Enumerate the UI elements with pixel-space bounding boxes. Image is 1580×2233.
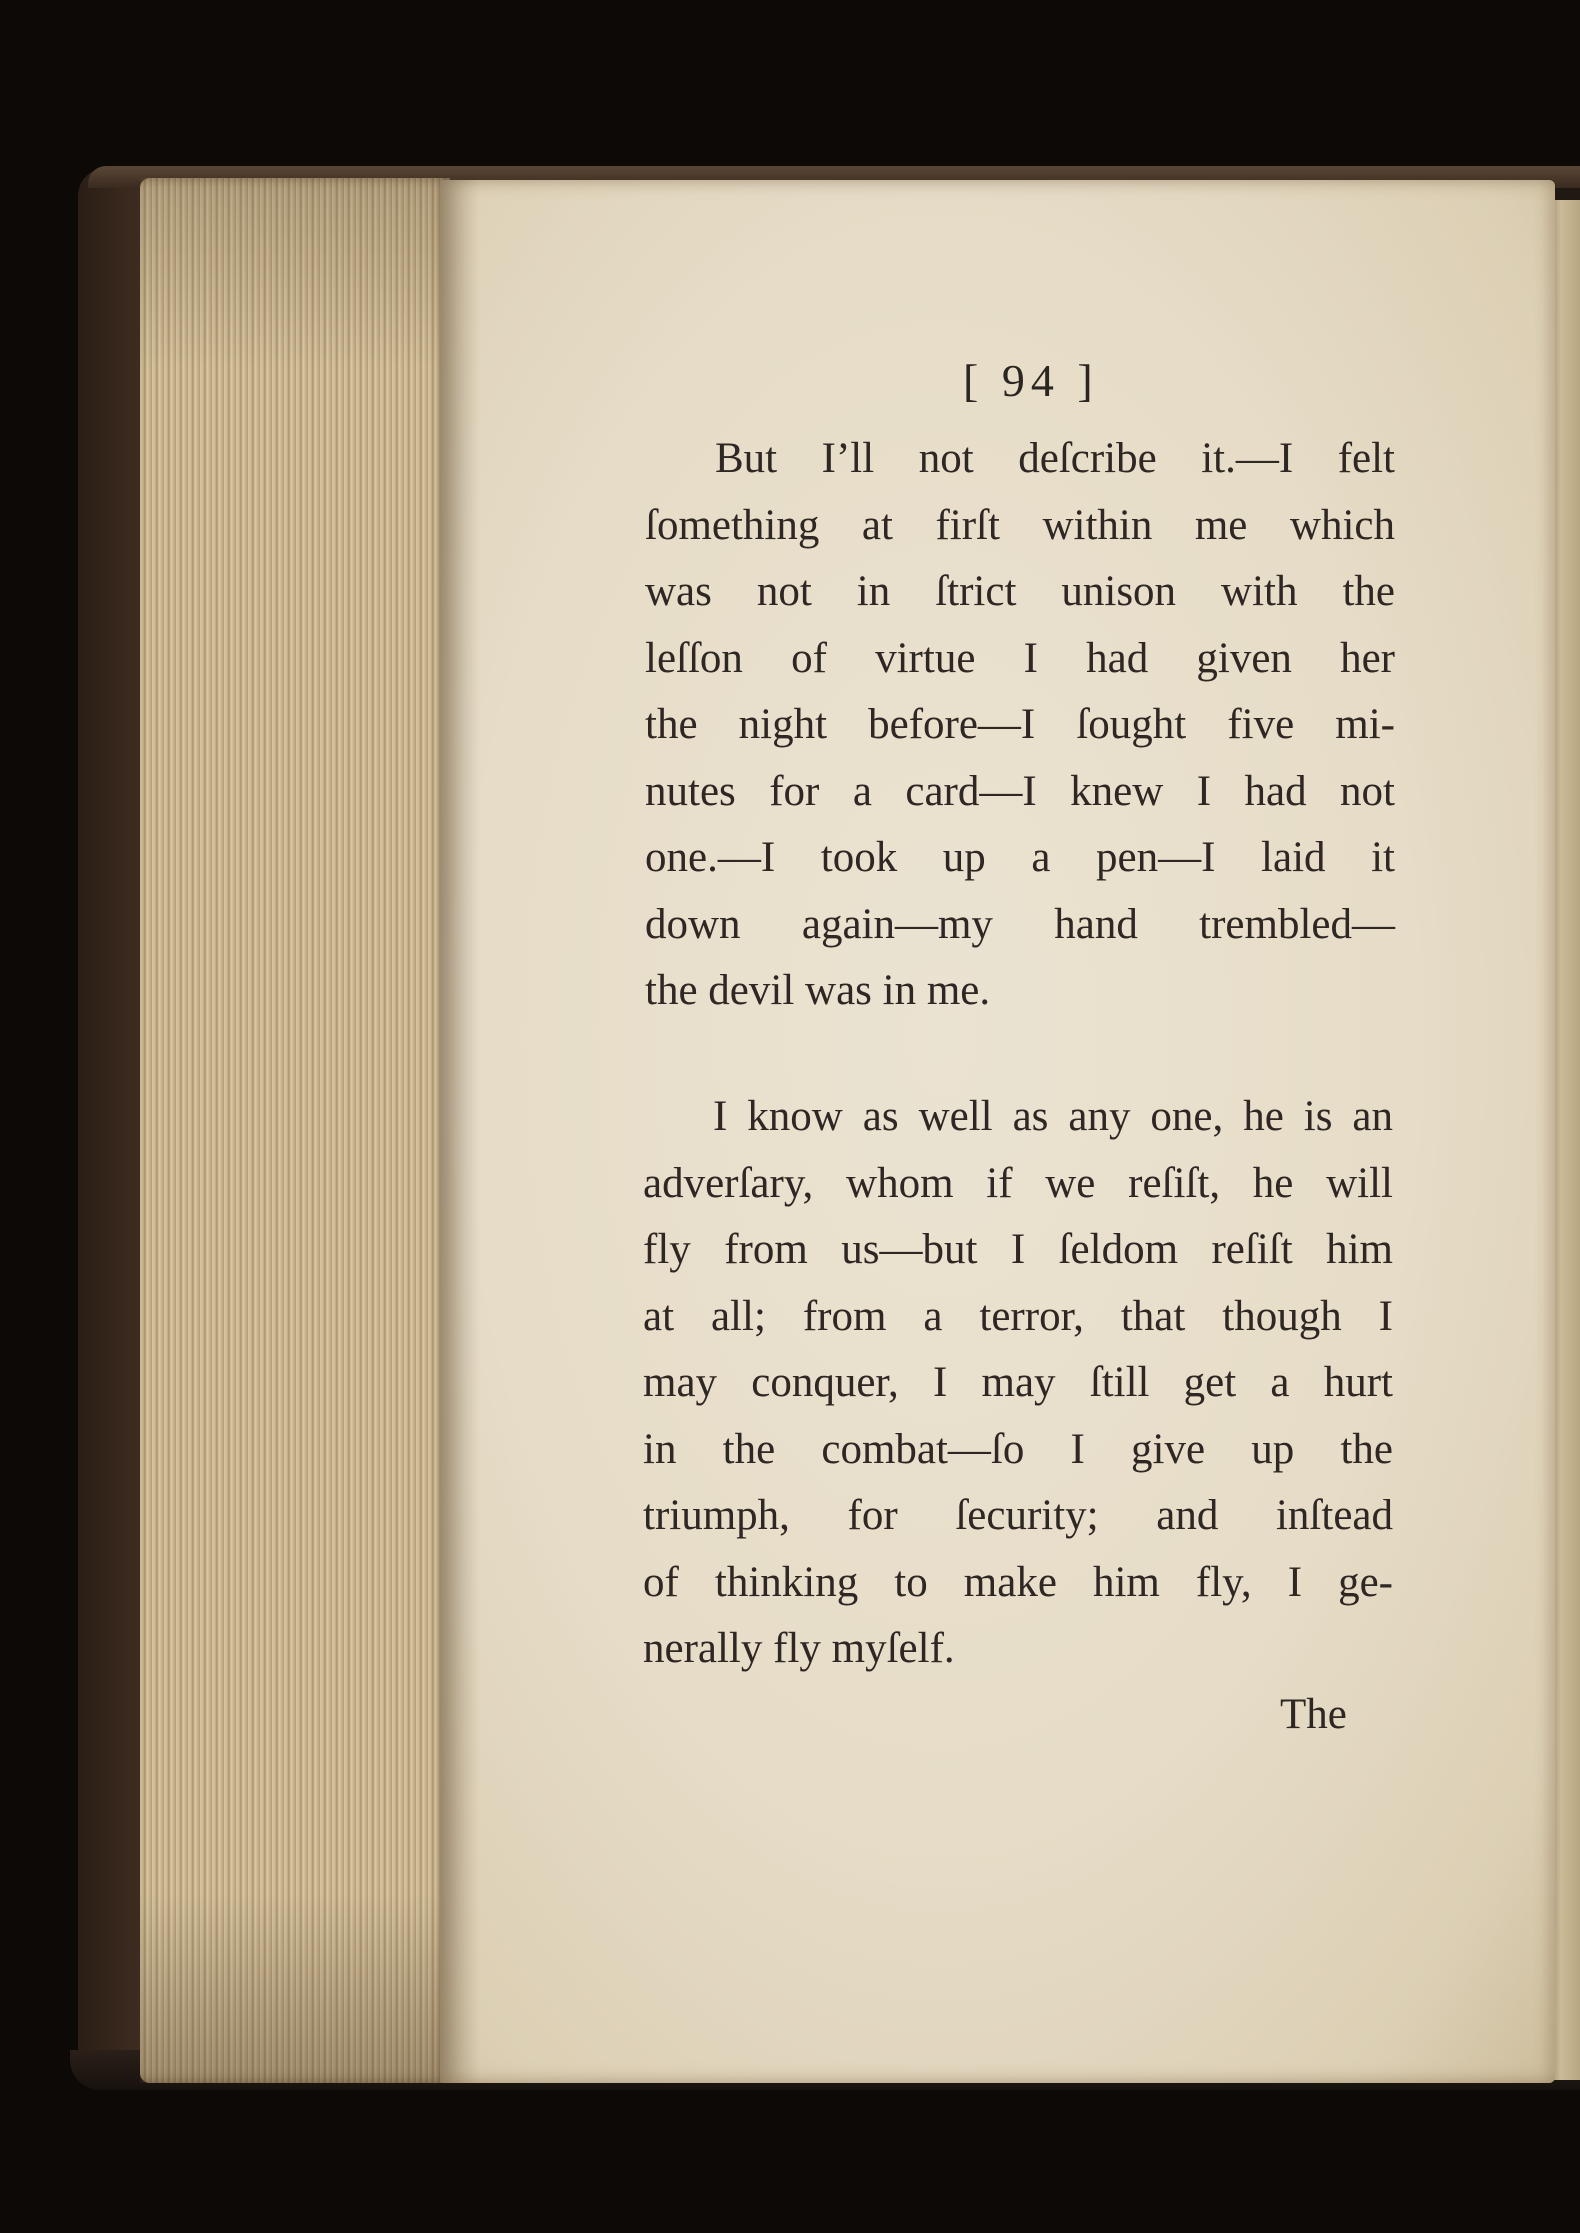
text-line: leſſon of virtue I had given her: [645, 634, 1395, 682]
text-line: ſomething at firſt within me which: [645, 501, 1395, 549]
text-line: down again—my hand trembled—: [645, 900, 1395, 948]
text-line: was not in ſtrict unison with the: [645, 568, 1395, 615]
text-line: the devil was in me.: [645, 967, 991, 1014]
text-line: nutes for a card—I knew I had not: [645, 767, 1395, 815]
paragraph-2: [643, 1084, 1393, 1683]
text-line: one.—I took up a pen—I laid it: [645, 834, 1395, 881]
paragraph-1: [645, 426, 1395, 1025]
text-line: But I’ll not deſcribe it.—I felt: [715, 435, 1395, 482]
page-gutter-shadow: [440, 180, 480, 2083]
text-line: I know as well as any one, he is an: [713, 1093, 1393, 1140]
text-line: of thinking to make him fly, I ge-: [643, 1558, 1393, 1606]
text-line: nerally fly myſelf.: [643, 1625, 955, 1672]
text-line: in the combat—ſo I give up the: [643, 1425, 1393, 1473]
text-line: may conquer, I may ſtill get a hurt: [643, 1359, 1393, 1406]
text-line: the night before—I ſought five mi-: [645, 701, 1395, 748]
text-line: triumph, for ſecurity; and inſtead: [643, 1492, 1393, 1539]
text-line: at all; from a terror, that though I: [643, 1292, 1393, 1340]
text-line: adverſary, whom if we reſiſt, he will: [643, 1159, 1393, 1207]
page-fore-edge: [140, 178, 450, 2083]
catchword: The: [1280, 1691, 1347, 1738]
page-number: [ 94 ]: [963, 355, 1099, 406]
text-line: fly from us—but I ſeldom reſiſt him: [643, 1226, 1393, 1273]
